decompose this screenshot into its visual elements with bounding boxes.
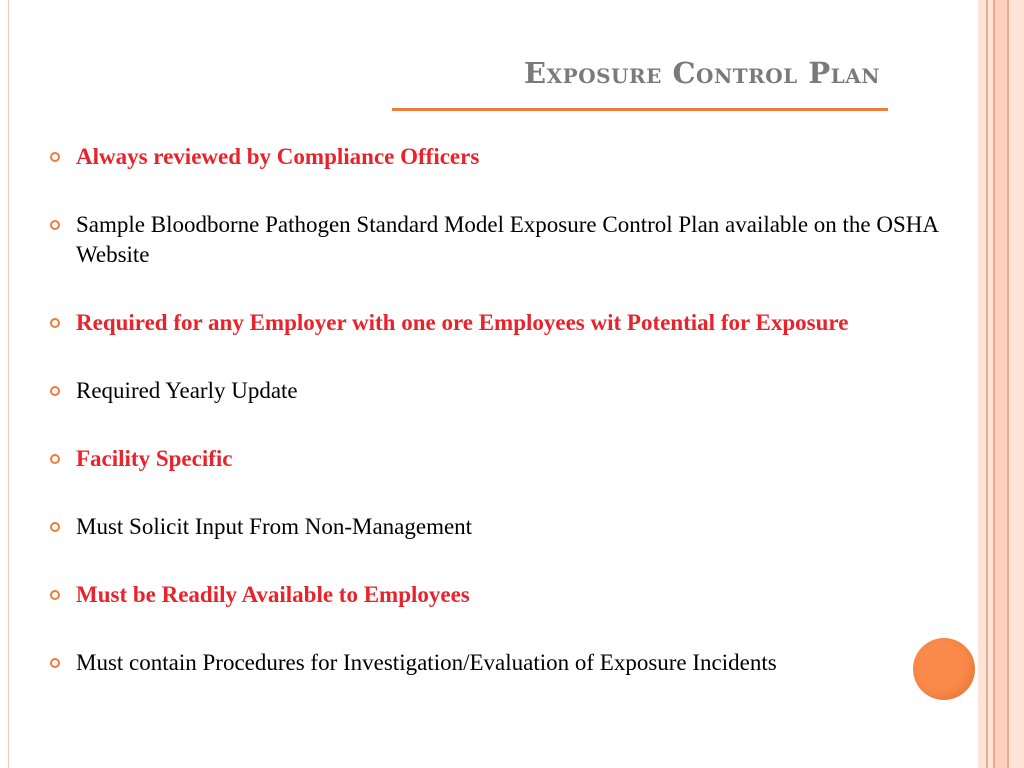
bullet-circle-icon (50, 658, 60, 668)
bullet-circle-icon (50, 318, 60, 328)
bullet-item (50, 308, 960, 338)
bullet-circle-icon (50, 454, 60, 464)
slide-title: Exposure Control Plan (524, 56, 880, 90)
bullet-item (50, 376, 960, 406)
bullet-item (50, 648, 960, 678)
bullet-circle-icon (50, 386, 60, 396)
bullet-circle-icon (50, 152, 60, 162)
bullet-text: Must Solicit Input From Non-Management (76, 514, 473, 539)
right-stripe (995, 0, 1007, 768)
bullet-item (50, 512, 960, 542)
bullet-text: Required Yearly Update (76, 378, 298, 403)
bullet-text: Must contain Procedures for Investigation/Evaluation of Exposure Incidents (76, 650, 777, 675)
bullet-list (50, 142, 960, 716)
orange-circle-icon (913, 638, 975, 700)
bullet-text: Always reviewed by Compliance Officers (76, 144, 480, 169)
bullet-item (50, 142, 960, 172)
bullet-text: Facility Specific (76, 446, 233, 471)
bullet-text: Required for any Employer with one ore Employees wit Potential for Exposure (76, 310, 849, 335)
bullet-text: Sample Bloodborne Pathogen Standard Model Exposure Control Plan available on the OSHA Website (76, 212, 938, 267)
bullet-item (50, 444, 960, 474)
bullet-item (50, 210, 960, 270)
right-stripe (978, 0, 986, 768)
right-stripe (1009, 0, 1024, 768)
bullet-circle-icon (50, 220, 60, 230)
bullet-item (50, 580, 960, 610)
bullet-circle-icon (50, 522, 60, 532)
bullet-circle-icon (50, 590, 60, 600)
left-border-line (8, 0, 9, 768)
title-underline (392, 108, 888, 111)
bullet-text: Must be Readily Available to Employees (76, 582, 470, 607)
